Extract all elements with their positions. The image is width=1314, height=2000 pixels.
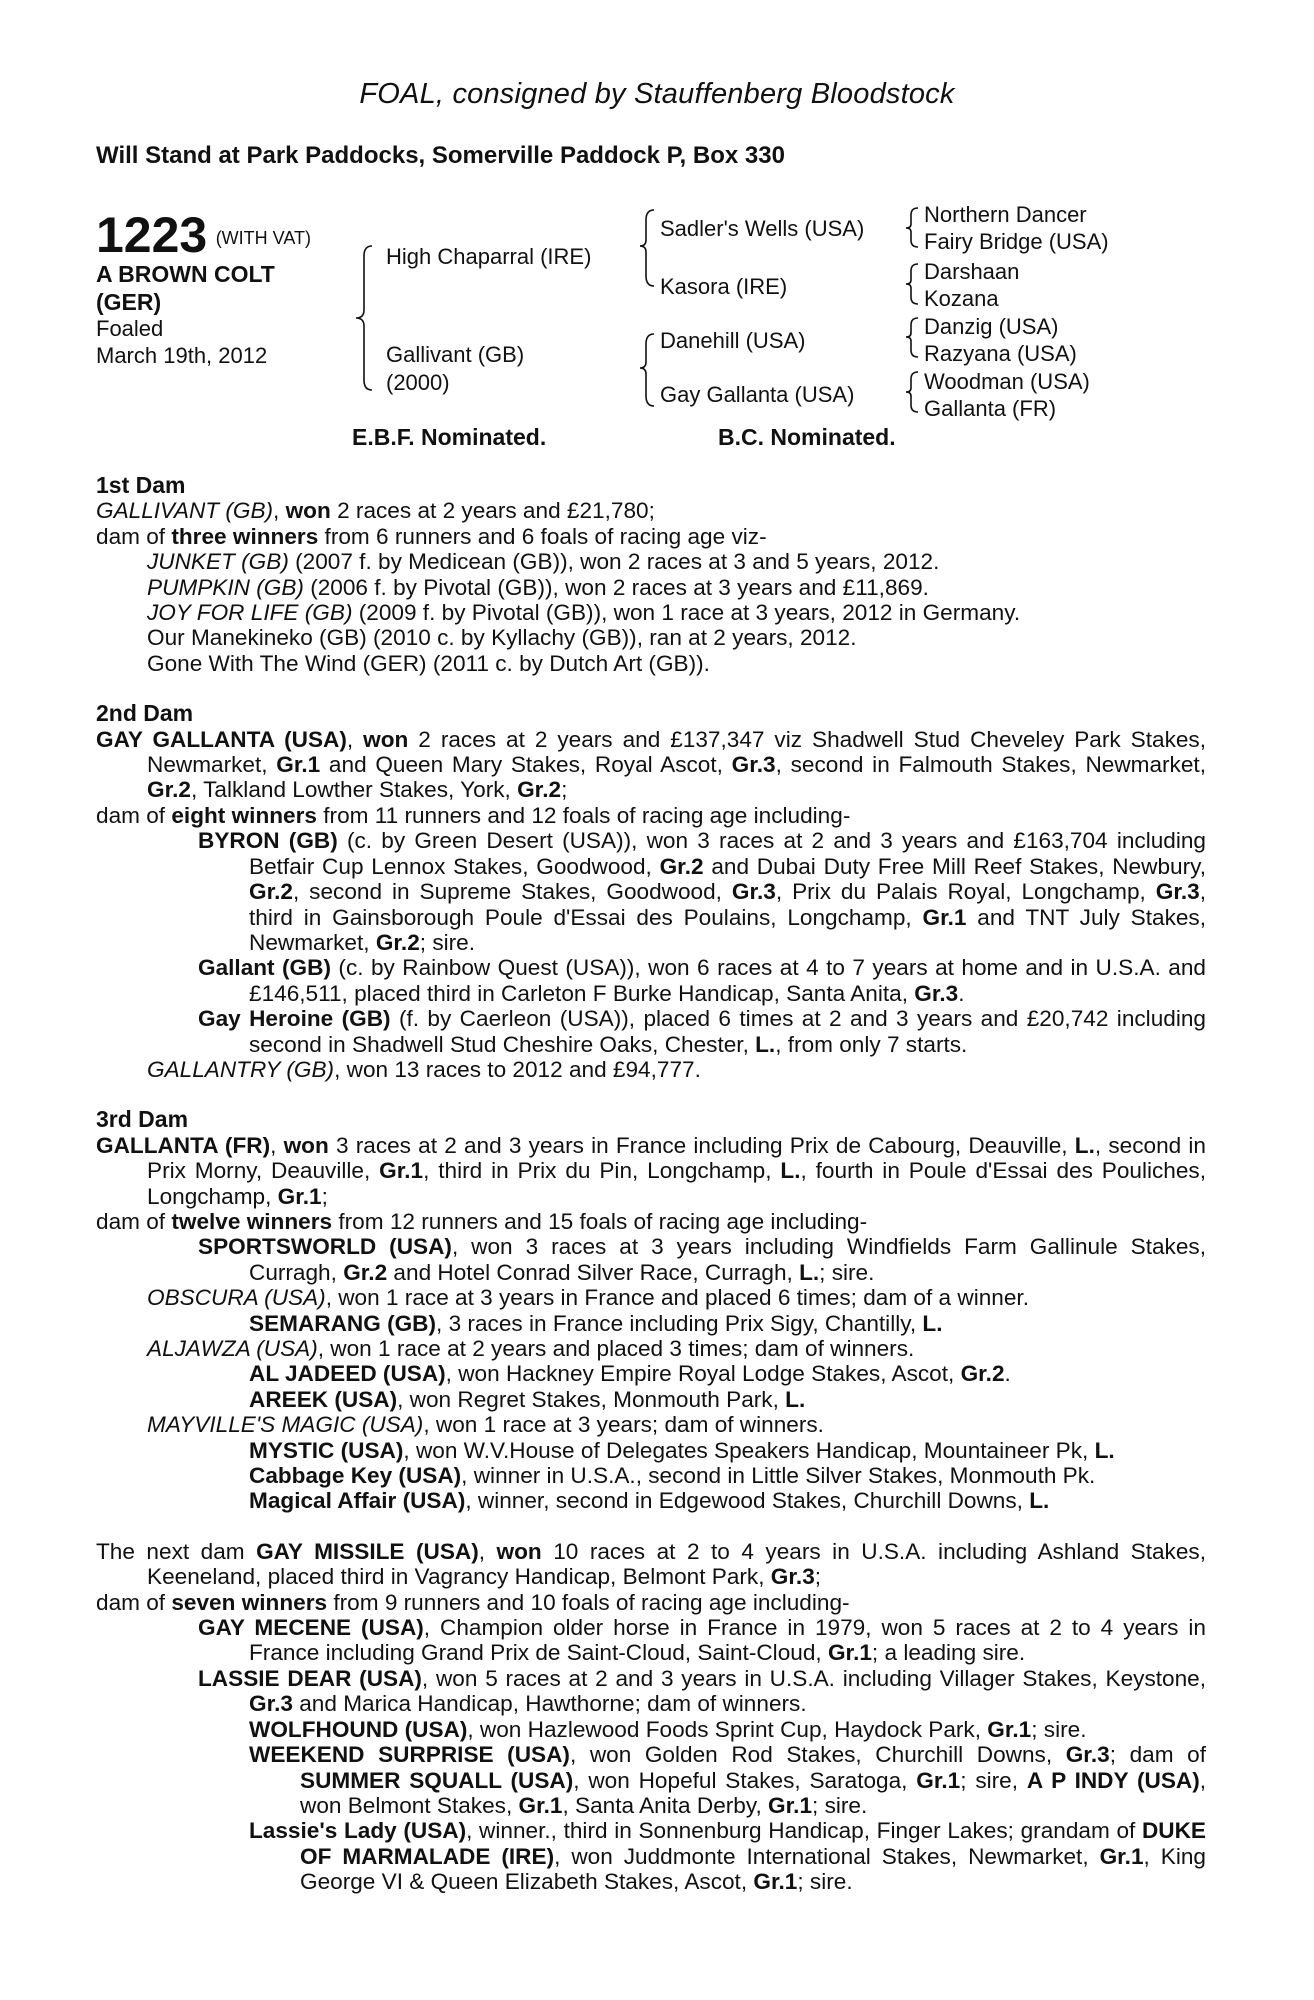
dam-produce-summary: dam of three winners from 6 runners and 6 foals of racing age viz- (96, 523, 767, 549)
third-dam-heading: 3rd Dam (96, 1106, 189, 1133)
produce-entry: BYRON (GB) (c. by Green Desert (USA)), won 3 races at 2 and 3 years and £163,704 including Betfair Cup Lennox Stakes, Goodwood, Gr.2 and Dubai Duty Free Mill Reef Stakes, Newbury, Gr.2, second in Supreme Stakes, Goodwood, Gr.3, Prix du Palais Royal, Longchamp, Gr.3, third in Gainsborough Poule d'Essai des Poulains, Longchamp, Gr.1 and TNT July Stakes, Newmarket, Gr.2; sire. (198, 828, 1207, 955)
produce-entry: AREEK (USA), won Regret Stakes, Monmouth Park, L. (249, 1386, 806, 1412)
horse-country: (GER) (96, 289, 162, 315)
bc-nomination: B.C. Nominated. (718, 424, 896, 450)
produce-entry: GAY MECENE (USA), Champion older horse in France in 1979, won 5 races at 2 to 4 years in France including Grand Prix de Saint-Cloud, Saint-Cloud, Gr.1; a leading sire. (198, 1615, 1206, 1666)
horse-colour-sex: A BROWN COLT (96, 261, 275, 287)
dam-race-record: GALLIVANT (GB), won 2 races at 2 years and £21,780; (96, 498, 655, 524)
dam-produce-summary: dam of eight winners from 11 runners and 12 foals of racing age including- (96, 802, 851, 828)
pedigree-dam-sire: Danehill (USA) (660, 328, 806, 353)
pedigree-sdd: Kozana (924, 286, 999, 311)
produce-entry: WEEKEND SURPRISE (USA), won Golden Rod Stakes, Churchill Downs, Gr.3; dam of SUMMER SQUALL (USA), won Hopeful Stakes, Saratoga, Gr.1; sire, A P INDY (USA), won Belmont Stakes, Gr.1, Santa Anita Derby, Gr.1; sire. (249, 1742, 1207, 1818)
produce-entry: Cabbage Key (USA), winner in U.S.A., second in Little Silver Stakes, Monmouth Pk. (249, 1463, 1096, 1489)
dam-race-record: GALLANTA (FR), won 3 races at 2 and 3 years in France including Prix de Cabourg, Deauville, L., second in Prix Morny, Deauville, Gr.1, third in Prix du Pin, Longchamp, L., fourth in Poule d'Essai des Pouliches, Longchamp, Gr.1; (96, 1132, 1206, 1209)
vat-note: (WITH VAT) (215, 228, 311, 248)
stand-location: Will Stand at Park Paddocks, Somerville Paddock P, Box 330 (96, 142, 785, 169)
foaled-label: Foaled (96, 316, 164, 341)
produce-entry: LASSIE DEAR (USA), won 5 races at 2 and 3 years in U.S.A. including Villager Stakes, Keystone, Gr.3 and Marica Handicap, Hawthorne; dam of winners. (198, 1665, 1206, 1717)
produce-entry: PUMPKIN (GB) (2006 f. by Pivotal (GB)), won 2 races at 3 years and £11,869. (147, 574, 929, 600)
pedigree-dam-dam: Gay Gallanta (USA) (660, 382, 855, 407)
pedigree-sire-sire: Sadler's Wells (USA) (660, 216, 865, 241)
pedigree-ssd: Fairy Bridge (USA) (924, 229, 1109, 254)
pedigree-dam-year: (2000) (386, 370, 450, 395)
pedigree-ddd: Gallanta (FR) (924, 396, 1057, 421)
produce-entry: MYSTIC (USA), won W.V.House of Delegates Speakers Handicap, Mountaineer Pk, L. (249, 1437, 1115, 1463)
produce-entry: JUNKET (GB) (2007 f. by Medicean (GB)), won 2 races at 3 and 5 years, 2012. (147, 549, 940, 575)
second-dam-section (96, 727, 1206, 1083)
catalogue-body (96, 473, 1206, 1895)
dam-produce-summary: dam of twelve winners from 12 runners and 15 foals of racing age including- (96, 1208, 868, 1234)
ebf-nomination: E.B.F. Nominated. (352, 424, 547, 450)
dam-race-record: GAY GALLANTA (USA), won 2 races at 2 years and £137,347 viz Shadwell Stud Cheveley Park Stakes, Newmarket, Gr.1 and Queen Mary Stakes, Royal Ascot, Gr.3, second in Falmouth Stakes, Newmarket, Gr.2, Talkland Lowther Stakes, York, Gr.2; (96, 726, 1207, 803)
produce-entry: WOLFHOUND (USA), won Hazlewood Foods Sprint Cup, Haydock Park, Gr.1; sire. (249, 1716, 1087, 1742)
pedigree-dsd: Razyana (USA) (924, 341, 1077, 366)
third-dam-section (96, 1133, 1206, 1514)
page-title: FOAL, consigned by Stauffenberg Bloodstock (359, 78, 955, 110)
pedigree-sds: Darshaan (924, 259, 1020, 284)
produce-entry: Gallant (GB) (c. by Rainbow Quest (USA)), won 6 races at 4 to 7 years at home and in U.S.A. and £146,511, placed third in Carleton F Burke Handicap, Santa Anita, Gr.3. (198, 955, 1206, 1006)
produce-entry: GALLANTRY (GB), won 13 races to 2012 and £94,777. (147, 1056, 701, 1082)
produce-entry: Gone With The Wind (GER) (2011 c. by Dutch Art (GB)). (147, 650, 710, 676)
pedigree-dss: Danzig (USA) (924, 314, 1059, 339)
foaled-date: March 19th, 2012 (96, 343, 268, 368)
produce-entry: Magical Affair (USA), winner, second in Edgewood Stakes, Churchill Downs, L. (249, 1488, 1050, 1514)
lot-number: 1223 (96, 207, 208, 263)
first-dam-section (96, 498, 1206, 676)
produce-entry: Lassie's Lady (USA), winner., third in Sonnenburg Handicap, Finger Lakes; grandam of DUKE OF MARMALADE (IRE), won Juddmonte International Stakes, Newmarket, Gr.1, King George VI & Queen Elizabeth Stakes, Ascot, Gr.1; sire. (249, 1818, 1206, 1895)
pedigree-dam: Gallivant (GB) (386, 342, 525, 367)
produce-entry: JOY FOR LIFE (GB) (2009 f. by Pivotal (GB)), won 1 race at 3 years, 2012 in Germany. (147, 600, 1021, 626)
produce-entry: Our Manekineko (GB) (2010 c. by Kyllachy (GB)), ran at 2 years, 2012. (147, 625, 857, 651)
produce-entry: AL JADEED (USA), won Hackney Empire Royal Lodge Stakes, Ascot, Gr.2. (249, 1361, 1011, 1387)
pedigree-sire: High Chaparral (IRE) (386, 244, 592, 269)
second-dam-heading: 2nd Dam (96, 700, 194, 727)
dam-produce-summary: dam of seven winners from 9 runners and 10 foals of racing age including- (96, 1589, 850, 1615)
produce-entry: OBSCURA (USA), won 1 race at 3 years in France and placed 6 times; dam of a winner. (147, 1285, 1029, 1311)
first-dam-heading: 1st Dam (96, 472, 186, 498)
produce-entry: SEMARANG (GB), 3 races in France including Prix Sigy, Chantilly, L. (249, 1310, 943, 1336)
produce-entry: Gay Heroine (GB) (f. by Caerleon (USA)), placed 6 times at 2 and 3 years and £20,742 including second in Shadwell Stud Cheshire Oaks, Chester, L., from only 7 starts. (198, 1006, 1206, 1057)
next-dam-section (96, 1539, 1206, 1895)
pedigree-dds: Woodman (USA) (924, 369, 1090, 394)
dam-race-record: The next dam GAY MISSILE (USA), won 10 races at 2 to 4 years in U.S.A. including Ashland Stakes, Keeneland, placed third in Vagrancy Handicap, Belmont Park, Gr.3; (96, 1538, 1206, 1590)
pedigree-braces (0, 0, 1314, 450)
produce-entry: SPORTSWORLD (USA), won 3 races at 3 years including Windfields Farm Gallinule Stakes, Curragh, Gr.2 and Hotel Conrad Silver Race, Curragh, L.; sire. (198, 1234, 1206, 1285)
pedigree-sss: Northern Dancer (924, 202, 1087, 227)
produce-entry: ALJAWZA (USA), won 1 race at 2 years and placed 3 times; dam of winners. (147, 1336, 915, 1361)
produce-entry: MAYVILLE'S MAGIC (USA), won 1 race at 3 years; dam of winners. (147, 1412, 824, 1438)
pedigree-sire-dam: Kasora (IRE) (660, 274, 788, 299)
